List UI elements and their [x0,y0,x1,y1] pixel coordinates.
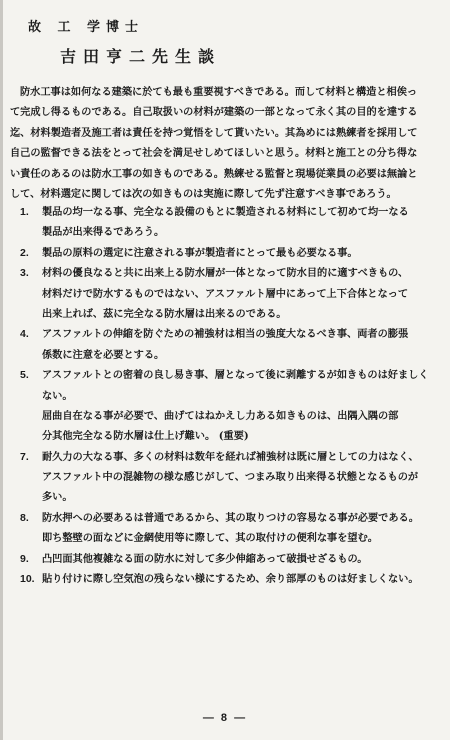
item-line: アスファルトとの密着の良し易き事、層となって後に剥離するが如きものは好ましく [42,369,429,382]
item-line: 分其他完全なる防水層は仕上げ難い。 (重要) [42,430,249,443]
item-line: 係数に注意を必要とする。 [42,348,165,361]
item-line: 屈曲自在なる事が必要で、曲げてはねかえし力ある如きものは、出隅入隅の部 [42,409,399,422]
item-number: 1. [20,206,29,218]
item-number: 2. [20,246,29,259]
page-title: 吉田亨二先生談 [60,47,222,66]
author-label: 故 工 学博士 [28,20,145,35]
item-number: 4. [20,328,29,341]
intro-line: い責任のあるのは防水工事の如きものである。熟練せる監督と現場従業員の必要は無論と [10,167,418,180]
item-number: 5. [20,369,29,382]
item-number: 7. [20,450,29,463]
list-item [20,324,440,365]
item-line: 材料の優良なると共に出来上る防水層が一体となって防水目的に適すべきもの、 [42,267,409,280]
intro-line: 防水工事は如何なる建築に於ても最も重要視すべきである。而して材料と構造と相俟っ [20,86,418,98]
item-number: 8. [20,511,29,524]
item-line: 防水押への必要あるは普通であるから、其の取りつけの容易なる事が必要である。 [42,511,419,524]
list-item [20,569,440,589]
item-line: 製品の原料の選定に注意される事が製造者にとって最も必要なる事。 [42,246,358,259]
list-item [20,508,440,549]
intro-line: て完成し得るものである。自己取扱いの材料が建築の一部となって永く其の目的を達する [10,106,418,119]
list-item [20,365,440,447]
list-item [20,549,440,569]
item-line: 耐久力の大なる事、多くの材料は数年を経れば補強材は既に層としての力はなく、 [42,450,419,463]
item-line: 材料だけで防水するものではない、アスファルト層中にあって上下合体となって [42,287,409,300]
page-number: — 8 — [202,712,248,724]
intro-paragraph [10,82,436,204]
item-line: 凸凹面其他複雑なる面の防水に対して多少伸縮あって破損せざるもの。 [42,552,368,565]
item-number: 3. [20,267,29,280]
item-line: アスファルトの伸縮を防ぐための補強材は相当の強度大なるべき事、両者の膨張 [42,328,409,341]
item-line: 出来上れば、茲に完全なる防水層は出来るのである。 [42,307,287,320]
item-line: 多い。 [42,491,73,504]
item-line: 製品の均一なる事、完全なる設備のもとに製造される材料にして初めて均一なる [42,206,409,218]
item-number: 9. [20,552,29,565]
scan-edge [0,0,3,740]
item-line: ない。 [42,389,73,402]
item-line: 即ち整壁の面などに金網使用等に際して、其の取付けの便利な事を望む。 [42,532,378,545]
intro-line: 自己の監督できる法をとって社会を満足せしめてほしいと思う。材料と施工との分ち得な [10,147,418,160]
intro-line: して、材料選定に関しては次の如きものは実施に際して先ず注意すべき事であろう。 [10,187,397,200]
list-item [20,243,440,263]
item-number: 10. [20,573,35,586]
item-line: 貼り付けに際し空気泡の残らない様にするため、余り部厚のものは好ましくない。 [42,573,419,586]
numbered-list [20,202,440,589]
item-line: アスファルト中の混雑物の様な感じがして、つまみ取り出来得る状態となるものが [42,471,419,484]
list-item [20,263,440,324]
item-line: 製品が出来得るであろう。 [42,226,165,239]
intro-line: 迄、材料製造者及施工者は責任を持つ覚悟をして貰いたい。其為めには熟練者を採用して [10,126,418,139]
list-item [20,447,440,508]
list-item [20,202,440,243]
